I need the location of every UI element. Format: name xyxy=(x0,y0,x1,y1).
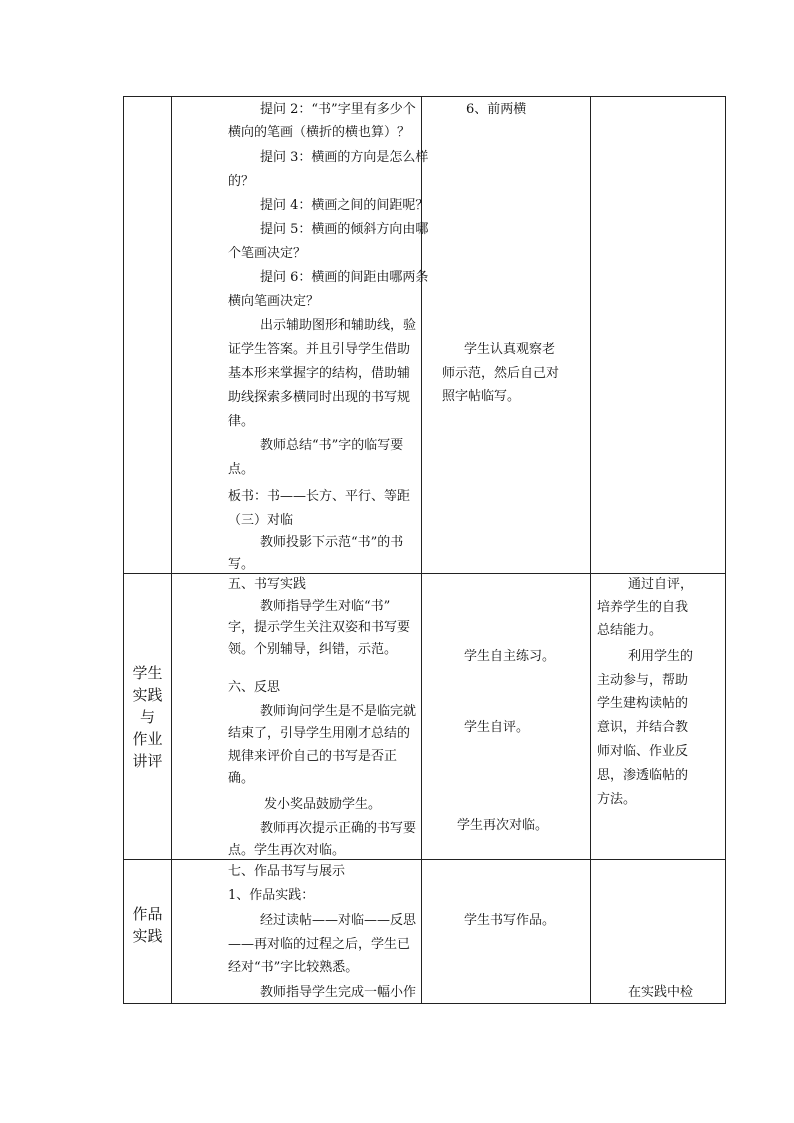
text-line: 教师询问学生是不是临完就 xyxy=(260,704,417,719)
lesson-plan-table xyxy=(123,96,726,1004)
text-line: 字，提示学生关注双姿和书写要 xyxy=(228,620,411,635)
text-line: 证学生答案。并且引导学生借助 xyxy=(228,342,411,357)
text-line: 点。 xyxy=(228,462,255,477)
text-line: 培养学生的自我 xyxy=(597,600,689,615)
text-line: 学生书写作品。 xyxy=(464,913,556,928)
text-line: 方法。 xyxy=(597,792,637,807)
text-line: 基本形来掌握字的结构，借助辅 xyxy=(228,366,411,381)
text-line: 师示范，然后自己对 xyxy=(442,366,560,381)
teacher-activity-cell xyxy=(172,860,422,1004)
text-line: （三）对临 xyxy=(228,513,294,528)
text-line: 七、作品书写与展示 xyxy=(228,864,346,879)
text-line: 学生建构读帖的 xyxy=(597,696,689,711)
text-line: 结束了，引导学生用刚才总结的 xyxy=(228,726,411,741)
text-line: 横向笔画决定？ xyxy=(228,294,320,309)
text-line: 意识，并结合教 xyxy=(597,720,689,735)
text-line: 学生自评。 xyxy=(464,720,530,735)
text-line: 在实践中检 xyxy=(628,985,694,1000)
text-line: 领。个别辅导，纠错，示范。 xyxy=(228,642,398,657)
table-row xyxy=(124,97,726,574)
stage-label: 学生 实践 与 作业 讲评 xyxy=(132,663,163,770)
design-intent-cell xyxy=(591,97,726,574)
design-intent-cell xyxy=(591,860,726,1004)
text-line: 教师指导学生完成一幅小作 xyxy=(260,985,417,1000)
design-intent-cell xyxy=(591,574,726,860)
text-line: 板书：书——长方、平行、等距 xyxy=(228,489,411,504)
text-line: 提问 6：横画的间距由哪两条 xyxy=(260,270,429,285)
text-line: 学生认真观察老 xyxy=(464,342,556,357)
text-line: 教师再次提示正确的书写要 xyxy=(260,821,417,836)
teacher-activity-cell xyxy=(172,574,422,860)
text-line: 学生自主练习。 xyxy=(464,649,556,664)
text-line: 总结能力。 xyxy=(597,623,663,638)
text-line: 确。 xyxy=(228,771,255,786)
text-line: 照字帖临写。 xyxy=(442,389,521,404)
text-line: 教师总结“书”字的临写要 xyxy=(260,438,404,453)
text-line: 教师投影下示范“书”的书 xyxy=(260,535,404,550)
text-line: ——再对临的过程之后，学生已 xyxy=(228,937,411,952)
text-line: 六、反思 xyxy=(228,680,281,695)
table-row xyxy=(124,860,726,1004)
text-line: 个笔画决定？ xyxy=(228,246,307,261)
teacher-activity-cell xyxy=(172,97,429,574)
text-line: 提问 2：“书”字里有多少个 xyxy=(260,102,416,117)
text-line: 出示辅助图形和辅助线，验 xyxy=(260,318,417,333)
text-line: 学生再次对临。 xyxy=(457,818,549,833)
student-activity-cell xyxy=(422,97,591,574)
stage-label-cell xyxy=(124,97,172,574)
table-row xyxy=(124,574,726,860)
text-line: 提问 5：横画的倾斜方向由哪 xyxy=(260,222,429,237)
text-line: 提问 4：横画之间的间距呢？ xyxy=(260,198,429,213)
stage-label-cell xyxy=(124,860,172,1004)
text-line: 的？ xyxy=(228,174,255,189)
student-activity-cell xyxy=(422,860,591,1004)
stage-label-cell xyxy=(124,574,172,860)
text-line: 通过自评， xyxy=(628,577,694,592)
stage-label: 作品 实践 xyxy=(132,904,163,945)
text-line: 规律来评价自己的书写是否正 xyxy=(228,749,398,764)
text-line: 主动参与，帮助 xyxy=(597,673,689,688)
text-line: 6、前两横 xyxy=(466,102,527,117)
text-line: 点。学生再次对临。 xyxy=(228,843,346,858)
text-line: 利用学生的 xyxy=(628,649,694,664)
text-line: 写。 xyxy=(228,557,255,572)
text-line: 思，渗透临帖的 xyxy=(597,768,689,783)
text-line: 横向的笔画（横折的横也算）？ xyxy=(228,125,411,140)
text-line: 师对临、作业反 xyxy=(597,744,689,759)
text-line: 教师指导学生对临“书” xyxy=(260,599,391,614)
text-line: 律。 xyxy=(228,414,255,429)
text-line: 提问 3：横画的方向是怎么样 xyxy=(260,150,429,165)
text-line: 五、书写实践 xyxy=(228,577,307,592)
text-line: 1、作品实践： xyxy=(228,888,315,903)
text-line: 经过读帖——对临——反思 xyxy=(260,913,417,928)
text-line: 助线探索多横同时出现的书写规 xyxy=(228,390,411,405)
text-line: 发小奖品鼓励学生。 xyxy=(264,797,382,812)
student-activity-cell xyxy=(422,574,591,860)
text-line: 经对“书”字比较熟悉。 xyxy=(228,960,359,975)
